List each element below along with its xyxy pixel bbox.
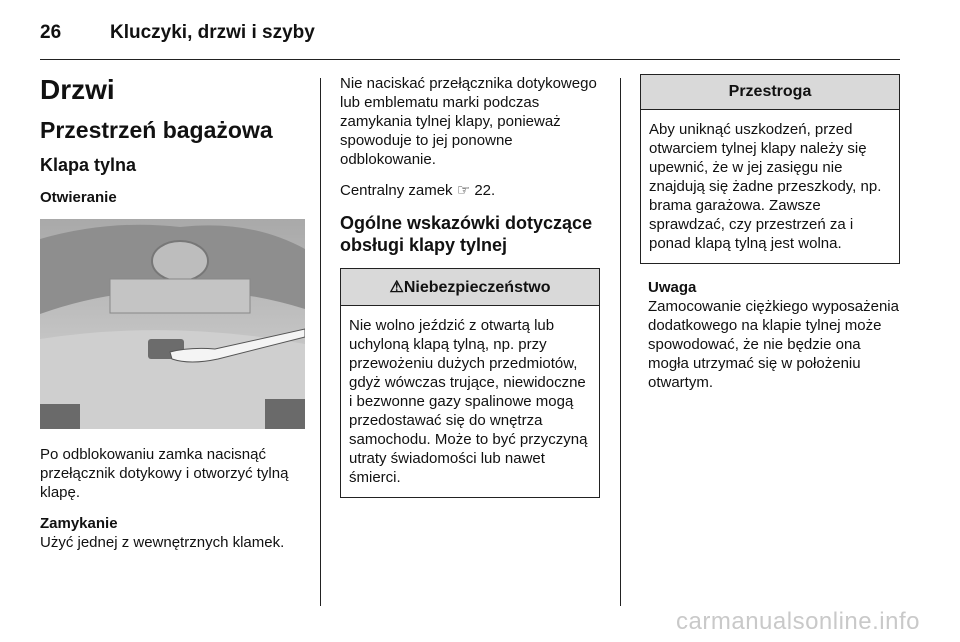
watermark: carmanualsonline.info — [676, 608, 920, 635]
general-guidance-title: Ogólne wskazówki dotyczące obsługi klapy tylnej — [340, 213, 593, 255]
column-divider-2 — [620, 78, 621, 606]
column-divider-1 — [320, 78, 321, 606]
danger-header — [341, 269, 599, 306]
danger-title: Niebezpieczeństwo — [403, 279, 551, 296]
tailgate-photo — [40, 219, 305, 429]
danger-text: Nie wolno jeździć z otwartą lub uchyloną klapą tylną, np. przy przewożeniu dużych przedmiotów, gdyż wówczas trujące, niewidoczne i bezwonne gazy spalinowe mogą przedostawać się do wnętrza samochodu. Może to być przyczyną utraty świadomości lub nawet śmierci. — [349, 317, 588, 486]
note-text: Zamocowanie ciężkiego wyposażenia dodatkowego na klapie tylnej może spowodować, że nie będzie ona mogła utrzymać się w położeniu otwartym. — [648, 298, 899, 391]
column-2 — [340, 74, 602, 498]
topic-title: Klapa tylna — [40, 155, 137, 175]
closing-heading: Zamykanie — [40, 515, 118, 532]
page-number: 26 — [40, 22, 62, 43]
closing-section — [40, 514, 305, 552]
chapter-title: Kluczyki, drzwi i szyby — [110, 22, 315, 43]
warning-text: Nie naciskać przełącznika dotykowego lub emblematu marki podczas zamykania tylnej klapy, ponieważ spowoduje to jej ponowne odblokowanie. — [340, 75, 597, 168]
column-1 — [40, 74, 305, 564]
subtopic-title: Otwieranie — [40, 189, 117, 206]
cross-reference: Centralny zamek ☞ 22. — [340, 182, 496, 199]
note-section — [640, 278, 902, 392]
section-title: Drzwi — [40, 74, 115, 105]
caution-text: Aby uniknąć uszkodzeń, przed otwarciem tylnej klapy należy się upewnić, że w jej zasięgu nie znajdują się żadne przeszkody, np. brama garażowa. Zawsze sprawdzać, czy przestrzeń za i ponad klapą tylną jest wolna. — [649, 121, 882, 252]
opening-instruction: Po odblokowaniu zamka nacisnąć przełącznik dotykowy i otworzyć tylną klapę. — [40, 446, 289, 501]
header-rule — [40, 59, 900, 60]
danger-box — [340, 268, 600, 498]
caution-title: Przestroga — [641, 75, 899, 110]
page-header — [40, 22, 315, 44]
subsection-title: Przestrzeń bagażowa — [40, 117, 273, 143]
warning-triangle-icon: ⚠ — [389, 279, 404, 296]
column-3 — [640, 74, 902, 392]
caution-box — [640, 74, 900, 264]
closing-instruction: Użyć jednej z wewnętrznych klamek. — [40, 534, 285, 551]
note-heading: Uwaga — [648, 279, 697, 296]
